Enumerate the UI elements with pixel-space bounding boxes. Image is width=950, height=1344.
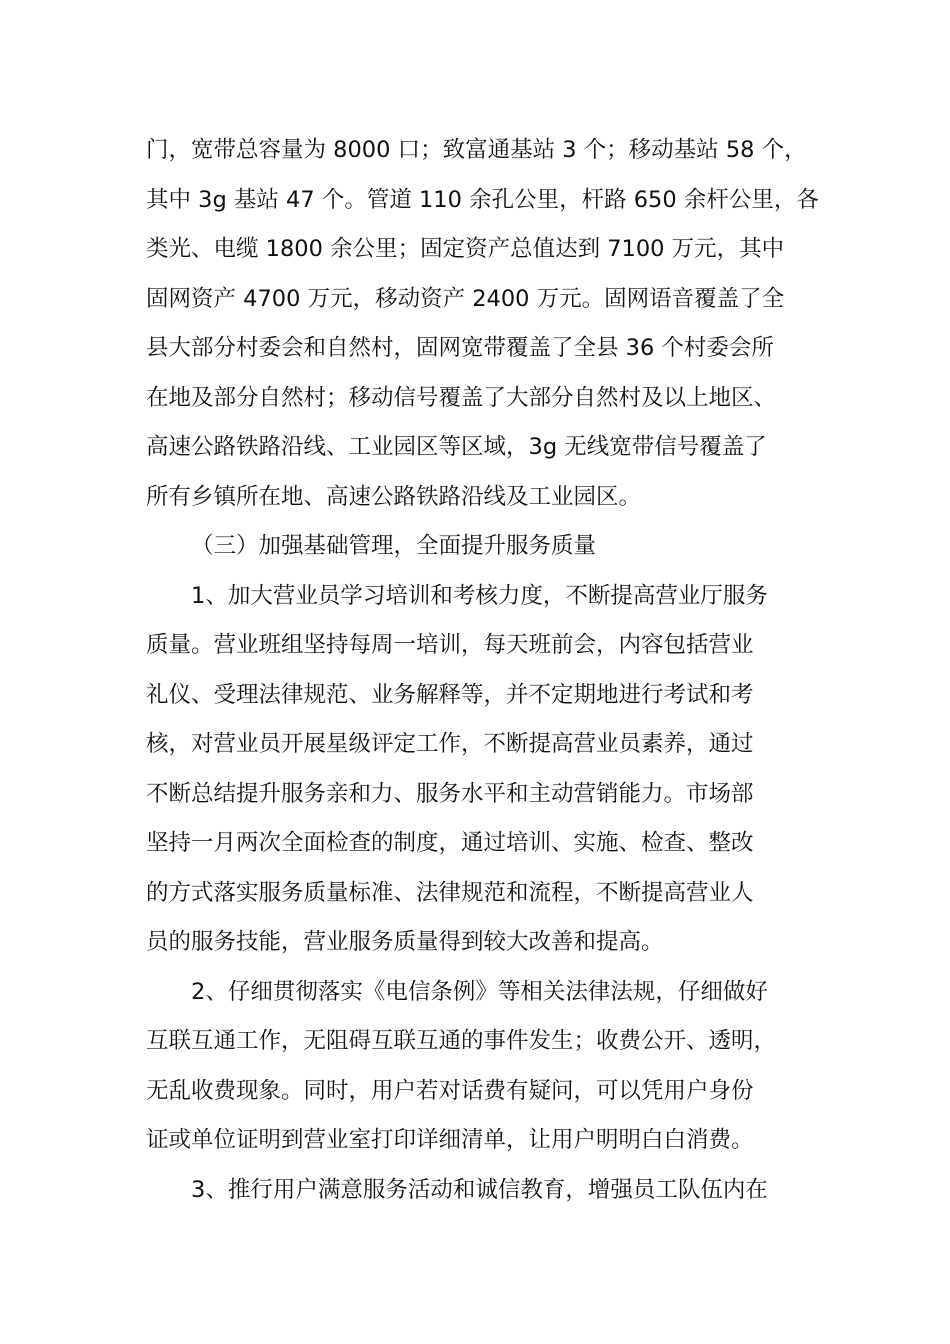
paragraph-line: 3、推行用户满意服务活动和诚信教育，增强员工队伍内在 xyxy=(191,1176,768,1203)
paragraph-line: 员的服务技能，营业服务质量得到较大改善和提高。 xyxy=(146,929,664,955)
paragraph-line: 坚持一月两次全面检查的制度，通过培训、实施、检查、整改 xyxy=(146,830,754,856)
paragraph-line: 县大部分村委会和自然村，固网宽带覆盖了全县 36 个村委会所 xyxy=(146,335,774,361)
paragraph-line: 其中 3g 基站 47 个。管道 110 余孔公里，杆路 650 余杆公里，各 xyxy=(146,186,819,213)
paragraph-line: 证或单位证明到营业室打印详细清单，让用户明明白白消费。 xyxy=(146,1127,754,1153)
paragraph-line: 所有乡镇所在地、高速公路铁路沿线及工业园区。 xyxy=(146,483,642,510)
paragraph-line: 互联互通工作，无阻碍互联互通的事件发生；收费公开、透明， xyxy=(146,1028,777,1054)
paragraph-line: 的方式落实服务质量标准、法律规范和流程，不断提高营业人 xyxy=(146,879,754,906)
paragraph-line: 高速公路铁路沿线、工业园区等区域，3g 无线宽带信号覆盖了 xyxy=(146,434,767,460)
paragraph-line: 核，对营业员开展星级评定工作，不断提高营业员素养，通过 xyxy=(146,731,754,757)
paragraph-line: 类光、电缆 1800 余公里；固定资产总值达到 7100 万元，其中 xyxy=(146,236,785,262)
paragraph-line: 1、加大营业员学习培训和考核力度，不断提高营业厅服务 xyxy=(191,582,768,609)
document-body xyxy=(146,126,819,1215)
paragraph-line: 固网资产 4700 万元，移动资产 2400 万元。固网语音覆盖了全 xyxy=(146,285,785,312)
paragraph-line: 质量。营业班组坚持每周一培训，每天班前会，内容包括营业 xyxy=(146,632,754,658)
paragraph-line: 不断总结提升服务亲和力、服务水平和主动营销能力。市场部 xyxy=(146,780,754,807)
paragraph-line: 礼仪、受理法律规范、业务解释等，并不定期地进行考试和考 xyxy=(146,681,754,708)
paragraph-line: 在地及部分自然村；移动信号覆盖了大部分自然村及以上地区、 xyxy=(146,384,777,411)
paragraph-line: 门，宽带总容量为 8000 口；致富通基站 3 个；移动基站 58 个， xyxy=(146,137,807,163)
paragraph-line: 2、仔细贯彻落实《电信条例》等相关法律法规，仔细做好 xyxy=(191,978,768,1005)
section-heading: （三）加强基础管理，全面提升服务质量 xyxy=(191,533,597,559)
paragraph-line: 无乱收费现象。同时，用户若对话费有疑问，可以凭用户身份 xyxy=(146,1077,754,1104)
